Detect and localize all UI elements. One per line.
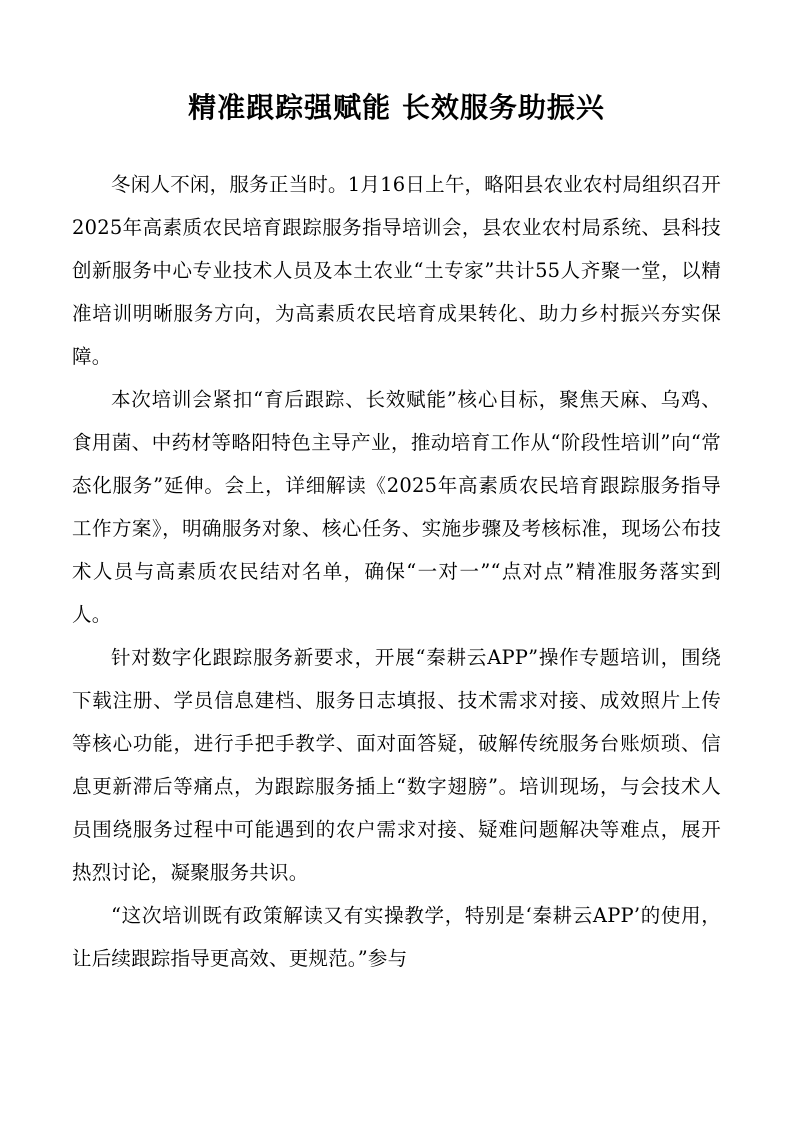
paragraph: 针对数字化跟踪服务新要求，开展“秦耕云APP”操作专题培训，围绕下载注册、学员信息建档、服务日志填报、技术需求对接、成效照片上传等核心功能，进行手把手教学、面对面答疑，破解传统服务台账烦琐、信息更新滞后等痛点，为跟踪服务插上“数字翅膀”。培训现场，与会技术人员围绕服务过程中可能遇到的农户需求对接、疑难问题解决等难点，展开热烈讨论，凝聚服务共识。 (72, 646, 721, 885)
paragraph: 本次培训会紧扣“育后跟踪、长效赋能”核心目标，聚焦天麻、乌鸡、食用菌、中药材等略阳特色主导产业，推动培育工作从“阶段性培训”向“常态化服务”延伸。会上，详细解读《2025年高素质农民培育跟踪服务指导工作方案》，明确服务对象、核心任务、实施步骤及考核标准，现场公布技术人员与高素质农民结对名单，确保“一对一”“点对点”精准服务落实到人。 (72, 388, 721, 627)
paragraph: 冬闲人不闲，服务正当时。1月16日上午，略阳县农业农村局组织召开2025年高素质农民培育跟踪服务指导培训会，县农业农村局系统、县科技创新服务中心专业技术人员及本土农业“土专家”共计55人齐聚一堂，以精准培训明晰服务方向，为高素质农民培育成果转化、助力乡村振兴夯实保障。 (72, 173, 721, 369)
paragraph: “这次培训既有政策解读又有实操教学，特别是‘秦耕云APP’的使用，让后续跟踪指导更高效、更规范。”参与 (72, 904, 721, 971)
document-body (72, 163, 721, 980)
page-title: 精准跟踪强赋能 长效服务助振兴 (188, 91, 605, 124)
